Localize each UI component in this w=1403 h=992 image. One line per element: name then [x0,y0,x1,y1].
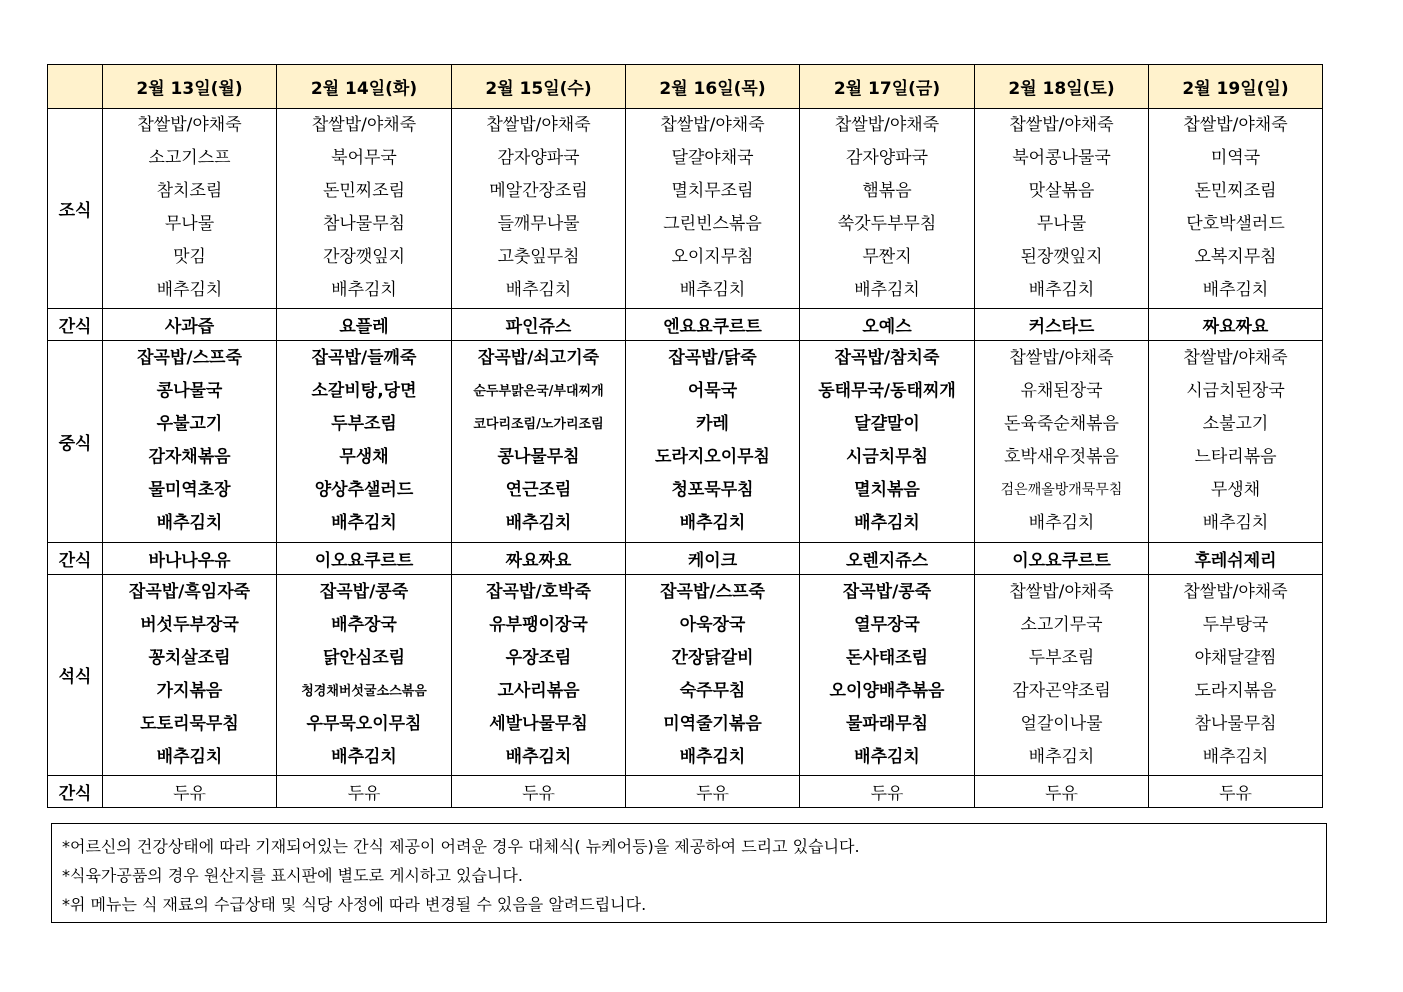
menu-item: 달걀말이 [854,414,920,435]
snack-row [48,542,1323,574]
menu-item: 배추장국 [331,614,397,635]
menu-item: 달걀야채국 [671,148,754,169]
menu-item: 코다리조림/노가리조림 [473,417,604,433]
menu-item: 동태무국/동태찌개 [818,381,956,402]
menu-item: 세발나물무침 [489,713,588,734]
menu-item: 배추김치 [1202,746,1269,767]
menu-item: 도토리묵무침 [140,713,239,734]
snack-row [48,775,1323,807]
breakfast-cell [800,109,975,309]
note-line: *어르신의 건강상태에 따라 기재되어있는 간식 제공이 어려운 경우 대체식( 뉴케어등)을 제공하여 드리고 있습니다. [62,837,860,856]
breakfast-cell [975,109,1149,309]
menu-item: 잡곡밥/쇠고기죽 [477,348,600,369]
lunch-cell [452,340,626,542]
menu-item: 참나물무침 [1194,713,1277,734]
menu-item: 시금치무침 [845,447,929,468]
menu-item: 멸치무조림 [671,181,754,202]
snack-label: 간식 [48,308,103,340]
snack-item: 두유 [800,775,975,807]
menu-item: 그린빈스볶음 [663,214,762,235]
menu-item: 참나물무침 [322,214,406,235]
menu-item: 북어콩나물국 [1012,148,1111,169]
snack-item: 두유 [452,775,626,807]
day-header: 2월 16일(목) [626,65,800,109]
header-corner [48,65,103,109]
menu-item: 배추김치 [156,746,223,767]
menu-item: 배추김치 [1028,746,1095,767]
menu-item: 호박새우젓볶음 [1004,447,1119,468]
notes-box [51,823,1327,923]
menu-item: 간장깻잎지 [322,247,406,268]
menu-item: 배추김치 [505,513,572,534]
snack-label: 간식 [48,542,103,574]
snack-item: 두유 [626,775,800,807]
dinner-label: 석식 [48,574,103,775]
menu-item: 콩나물무침 [497,447,580,468]
menu-item: 물미역초장 [148,480,231,501]
menu-item: 잡곡밥/스프죽 [660,581,765,602]
menu-item: 배추김치 [331,746,397,767]
menu-item: 청경채버섯굴소스볶음 [301,683,427,699]
menu-item: 닭안심조림 [322,647,406,668]
menu-item: 고사리볶음 [497,680,580,701]
menu-item: 단호박샐러드 [1186,214,1285,235]
dinner-cell [800,574,975,775]
menu-item: 느타리볶음 [1194,447,1277,468]
snack-item: 짜요짜요 [1149,308,1323,340]
day-header: 2월 17일(금) [800,65,975,109]
dinner-cell [975,574,1149,775]
breakfast-cell [452,109,626,309]
menu-item: 돈민찌조림 [322,181,406,202]
lunch-row [48,340,1323,542]
menu-item: 북어무국 [331,148,397,169]
menu-item: 찹쌀밥/야채죽 [660,115,765,136]
snack-item: 짜요짜요 [452,542,626,574]
menu-item: 우무묵오이무침 [306,713,422,734]
menu-item: 야채달걀찜 [1194,647,1277,668]
menu-item: 미역국 [1210,148,1261,169]
menu-item: 미역줄기볶음 [663,713,762,734]
menu-item: 배추김치 [679,513,746,534]
menu-item: 맛김 [173,247,206,268]
snack-item: 두유 [1149,775,1323,807]
menu-item: 감자양파국 [497,148,580,169]
menu-item: 잡곡밥/콩죽 [319,581,409,602]
menu-item: 우장조림 [505,647,572,668]
snack-item: 커스타드 [975,308,1149,340]
menu-item: 찹쌀밥/야채죽 [137,115,242,136]
menu-item: 유채된장국 [1020,381,1103,402]
menu-item: 돈육죽순채볶음 [1004,414,1119,435]
menu-item: 배추김치 [505,280,572,301]
breakfast-row [48,109,1323,309]
menu-item: 간장닭갈비 [671,647,754,668]
menu-item: 잡곡밥/닭죽 [668,348,757,369]
menu-item: 감자곤약조림 [1012,680,1111,701]
snack-item: 이오요쿠르트 [277,542,452,574]
menu-item: 멸치볶음 [854,480,920,501]
menu-item: 무나물 [1036,214,1087,235]
lunch-cell [103,340,277,542]
menu-item: 얼갈이나물 [1020,713,1103,734]
breakfast-cell [626,109,800,309]
breakfast-cell [277,109,452,309]
snack-row [48,308,1323,340]
snack-item: 오예스 [800,308,975,340]
menu-item: 찹쌀밥/야채죽 [834,115,940,136]
menu-item: 찹쌀밥/야채죽 [1009,348,1114,369]
menu-item: 우불고기 [156,414,223,435]
menu-item: 배추김치 [1202,513,1269,534]
snack-item: 사과즙 [103,308,277,340]
weekly-menu-table [47,64,1323,808]
menu-item: 쑥갓두부무침 [837,214,937,235]
day-header: 2월 13일(월) [103,65,277,109]
dinner-row [48,574,1323,775]
dinner-cell [103,574,277,775]
menu-item: 잡곡밥/흑임자죽 [128,581,251,602]
menu-item: 배추김치 [679,280,746,301]
menu-item: 버섯두부장국 [140,614,239,635]
menu-item: 두부조림 [1028,647,1095,668]
lunch-cell [1149,340,1323,542]
menu-item: 무나물 [164,214,215,235]
menu-item: 배추김치 [1202,280,1269,301]
menu-item: 도라지오이무침 [655,447,770,468]
snack-item: 요플레 [277,308,452,340]
snack-item: 후레쉬제리 [1149,542,1323,574]
menu-item: 무생채 [339,447,389,468]
menu-item: 배추김치 [854,746,920,767]
dinner-cell [626,574,800,775]
day-header: 2월 19일(일) [1149,65,1323,109]
menu-item: 잡곡밥/들깨죽 [311,348,417,369]
menu-item: 배추김치 [505,746,572,767]
snack-item: 케이크 [626,542,800,574]
note-line: *식육가공품의 경우 원산지를 표시판에 별도로 게시하고 있습니다. [62,866,523,885]
menu-item: 아욱장국 [679,614,746,635]
menu-item: 배추김치 [1028,280,1095,301]
snack-item: 두유 [975,775,1149,807]
menu-item: 찹쌀밥/야채죽 [1009,115,1114,136]
menu-item: 배추김치 [331,280,397,301]
lunch-cell [277,340,452,542]
menu-item: 배추김치 [331,513,397,534]
dinner-cell [1149,574,1323,775]
dinner-cell [277,574,452,775]
menu-item: 소불고기 [1202,414,1269,435]
menu-item: 가지볶음 [156,680,223,701]
menu-item: 숙주무침 [679,680,746,701]
day-header: 2월 18일(토) [975,65,1149,109]
snack-item: 두유 [103,775,277,807]
menu-item: 두부탕국 [1202,614,1269,635]
menu-item: 고춧잎무침 [497,247,580,268]
snack-label: 간식 [48,775,103,807]
menu-item: 오이지무침 [671,247,754,268]
menu-item: 햄볶음 [862,181,912,202]
menu-item: 무생채 [1210,480,1261,501]
menu-item: 청포묵무침 [671,480,754,501]
menu-item: 콩나물국 [156,381,223,402]
menu-item: 무짠지 [862,247,912,268]
menu-item: 열무장국 [854,614,920,635]
menu-item: 돈사태조림 [845,647,929,668]
menu-item: 소고기무국 [1020,614,1103,635]
menu-item: 감자양파국 [845,148,929,169]
menu-item: 꽁치살조림 [148,647,231,668]
snack-item: 두유 [277,775,452,807]
menu-item: 어묵국 [687,381,738,402]
menu-item: 된장깻잎지 [1020,247,1103,268]
menu-item: 유부팽이장국 [489,614,588,635]
snack-item: 엔요요쿠르트 [626,308,800,340]
menu-item: 맛살볶음 [1028,181,1095,202]
menu-item: 소고기스프 [148,148,231,169]
breakfast-cell [103,109,277,309]
breakfast-cell [1149,109,1323,309]
breakfast-label: 조식 [48,109,103,309]
menu-item: 들깨무나물 [497,214,580,235]
menu-item: 카레 [696,414,729,435]
menu-item: 두부조림 [331,414,397,435]
menu-item: 오복지무침 [1194,247,1277,268]
menu-item: 잡곡밥/콩죽 [842,581,932,602]
day-header: 2월 15일(수) [452,65,626,109]
menu-item: 잡곡밥/스프죽 [137,348,242,369]
dinner-cell [452,574,626,775]
menu-item: 찹쌀밥/야채죽 [1183,581,1288,602]
menu-item: 배추김치 [854,513,920,534]
menu-item: 찹쌀밥/야채죽 [311,115,417,136]
menu-item: 도라지볶음 [1194,680,1277,701]
lunch-cell [975,340,1149,542]
menu-item: 배추김치 [854,280,920,301]
header-row [48,65,1323,109]
menu-item: 순두부맑은국/부대찌개 [473,384,604,400]
menu-item: 검은깨올방개묵무침 [1000,482,1123,499]
menu-item: 양상추샐러드 [314,480,414,501]
lunch-label: 중식 [48,340,103,542]
menu-item: 시금치된장국 [1186,381,1285,402]
menu-item: 배추김치 [156,513,223,534]
menu-item: 잡곡밥/호박죽 [486,581,591,602]
menu-item: 찹쌀밥/야채죽 [486,115,591,136]
menu-item: 배추김치 [156,280,223,301]
menu-item: 찹쌀밥/야채죽 [1183,115,1288,136]
lunch-cell [800,340,975,542]
menu-item: 오이양배추볶음 [829,680,945,701]
menu-item: 메알간장조림 [489,181,588,202]
lunch-cell [626,340,800,542]
snack-item: 바나나우유 [103,542,277,574]
menu-item: 찹쌀밥/야채죽 [1183,348,1288,369]
menu-item: 참치조림 [156,181,223,202]
menu-item: 잡곡밥/참치죽 [834,348,940,369]
note-line: *위 메뉴는 식 재료의 수급상태 및 식당 사정에 따라 변경될 수 있음을 알려드립니다. [62,895,647,914]
menu-item: 연근조림 [505,480,572,501]
snack-item: 이오요쿠르트 [975,542,1149,574]
menu-item: 물파래무침 [845,713,929,734]
day-header: 2월 14일(화) [277,65,452,109]
menu-item: 소갈비탕,당면 [311,381,417,402]
snack-item: 파인쥬스 [452,308,626,340]
menu-item: 배추김치 [679,746,746,767]
snack-item: 오렌지쥬스 [800,542,975,574]
menu-item: 찹쌀밥/야채죽 [1009,581,1114,602]
menu-item: 감자채볶음 [148,447,231,468]
menu-item: 돈민찌조림 [1194,181,1277,202]
menu-item: 배추김치 [1028,513,1095,534]
